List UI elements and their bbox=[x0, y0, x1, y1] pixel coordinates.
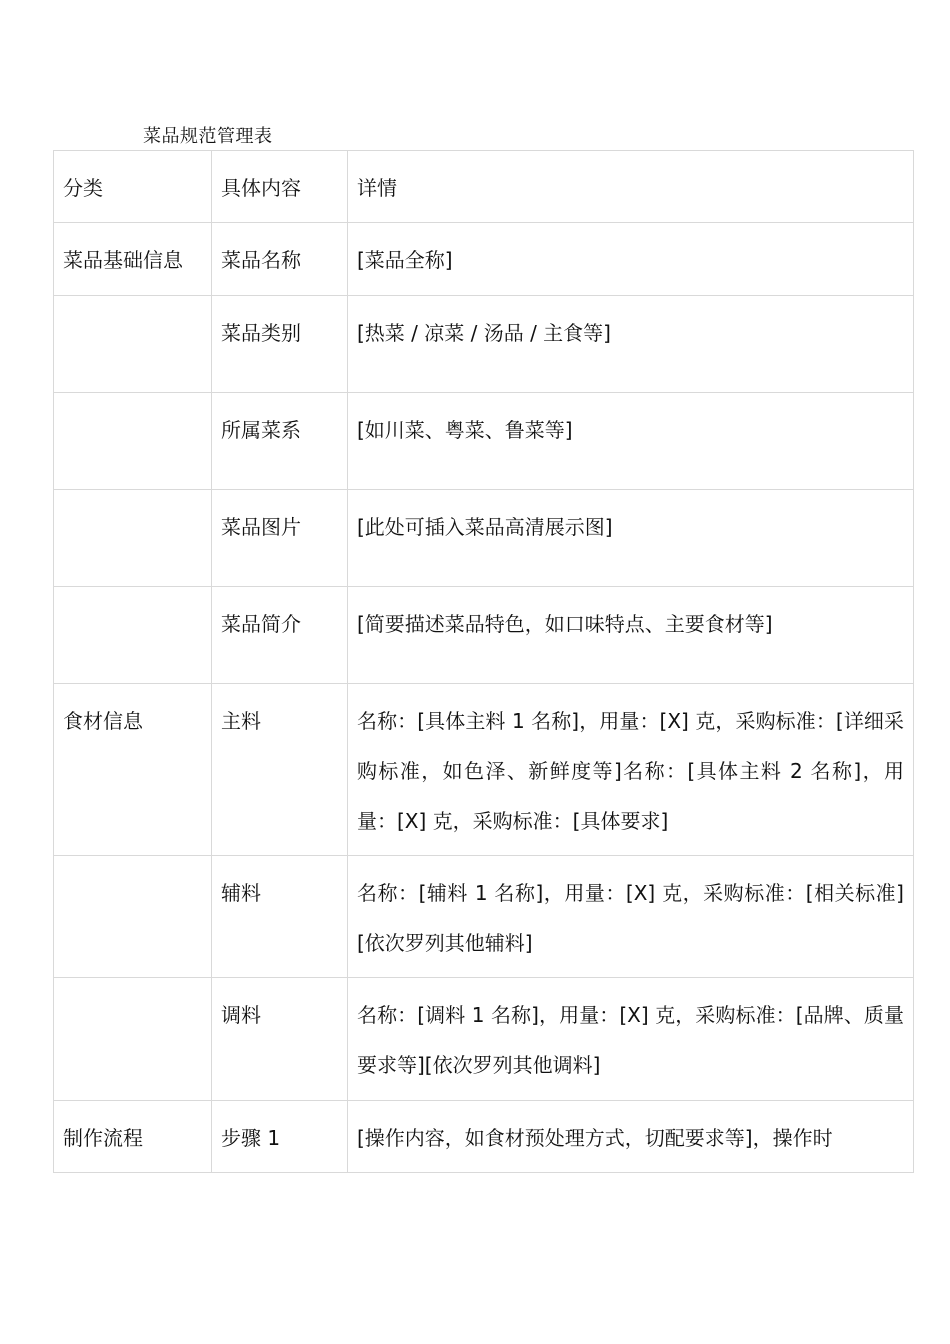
table-row bbox=[54, 684, 914, 856]
row-item: 菜品简介 bbox=[212, 587, 348, 684]
row-detail: [热菜 / 凉菜 / 汤品 / 主食等] bbox=[348, 296, 914, 393]
table-row bbox=[54, 856, 914, 978]
row-detail: [此处可插入菜品高清展示图] bbox=[348, 490, 914, 587]
row-detail: [菜品全称] bbox=[348, 223, 914, 296]
dish-spec-table bbox=[53, 150, 914, 1173]
row-detail: 名称：[辅料 1 名称]，用量：[X] 克，采购标准：[相关标准][依次罗列其他辅料] bbox=[348, 856, 914, 978]
row-item: 调料 bbox=[212, 978, 348, 1101]
header-detail: 详情 bbox=[348, 151, 914, 223]
table-row bbox=[54, 1101, 914, 1173]
row-category: 制作流程 bbox=[54, 1101, 212, 1173]
row-item: 辅料 bbox=[212, 856, 348, 978]
row-item: 菜品类别 bbox=[212, 296, 348, 393]
row-item: 菜品图片 bbox=[212, 490, 348, 587]
row-item: 所属菜系 bbox=[212, 393, 348, 490]
table-row bbox=[54, 296, 914, 393]
row-category bbox=[54, 296, 212, 393]
row-category bbox=[54, 856, 212, 978]
row-detail: [操作内容，如食材预处理方式，切配要求等]，操作时 bbox=[348, 1101, 914, 1173]
table-header-row bbox=[54, 151, 914, 223]
row-category: 食材信息 bbox=[54, 684, 212, 856]
table-row bbox=[54, 223, 914, 296]
header-item: 具体内容 bbox=[212, 151, 348, 223]
row-category: 菜品基础信息 bbox=[54, 223, 212, 296]
row-category bbox=[54, 978, 212, 1101]
table-row bbox=[54, 978, 914, 1101]
table-row bbox=[54, 587, 914, 684]
row-item: 主料 bbox=[212, 684, 348, 856]
row-detail: [如川菜、粤菜、鲁菜等] bbox=[348, 393, 914, 490]
header-category: 分类 bbox=[54, 151, 212, 223]
row-category bbox=[54, 393, 212, 490]
table-row bbox=[54, 490, 914, 587]
row-detail: [简要描述菜品特色，如口味特点、主要食材等] bbox=[348, 587, 914, 684]
row-detail: 名称：[调料 1 名称]，用量：[X] 克，采购标准：[品牌、质量要求等][依次罗列其他调料] bbox=[348, 978, 914, 1101]
row-item: 菜品名称 bbox=[212, 223, 348, 296]
document-title: 菜品规范管理表 bbox=[143, 126, 273, 147]
row-detail: 名称：[具体主料 1 名称]，用量：[X] 克，采购标准：[详细采购标准，如色泽、新鲜度等]名称：[具体主料 2 名称]，用量：[X] 克，采购标准：[具体要求] bbox=[348, 684, 914, 856]
row-category bbox=[54, 490, 212, 587]
table-row bbox=[54, 393, 914, 490]
row-item: 步骤 1 bbox=[212, 1101, 348, 1173]
row-category bbox=[54, 587, 212, 684]
